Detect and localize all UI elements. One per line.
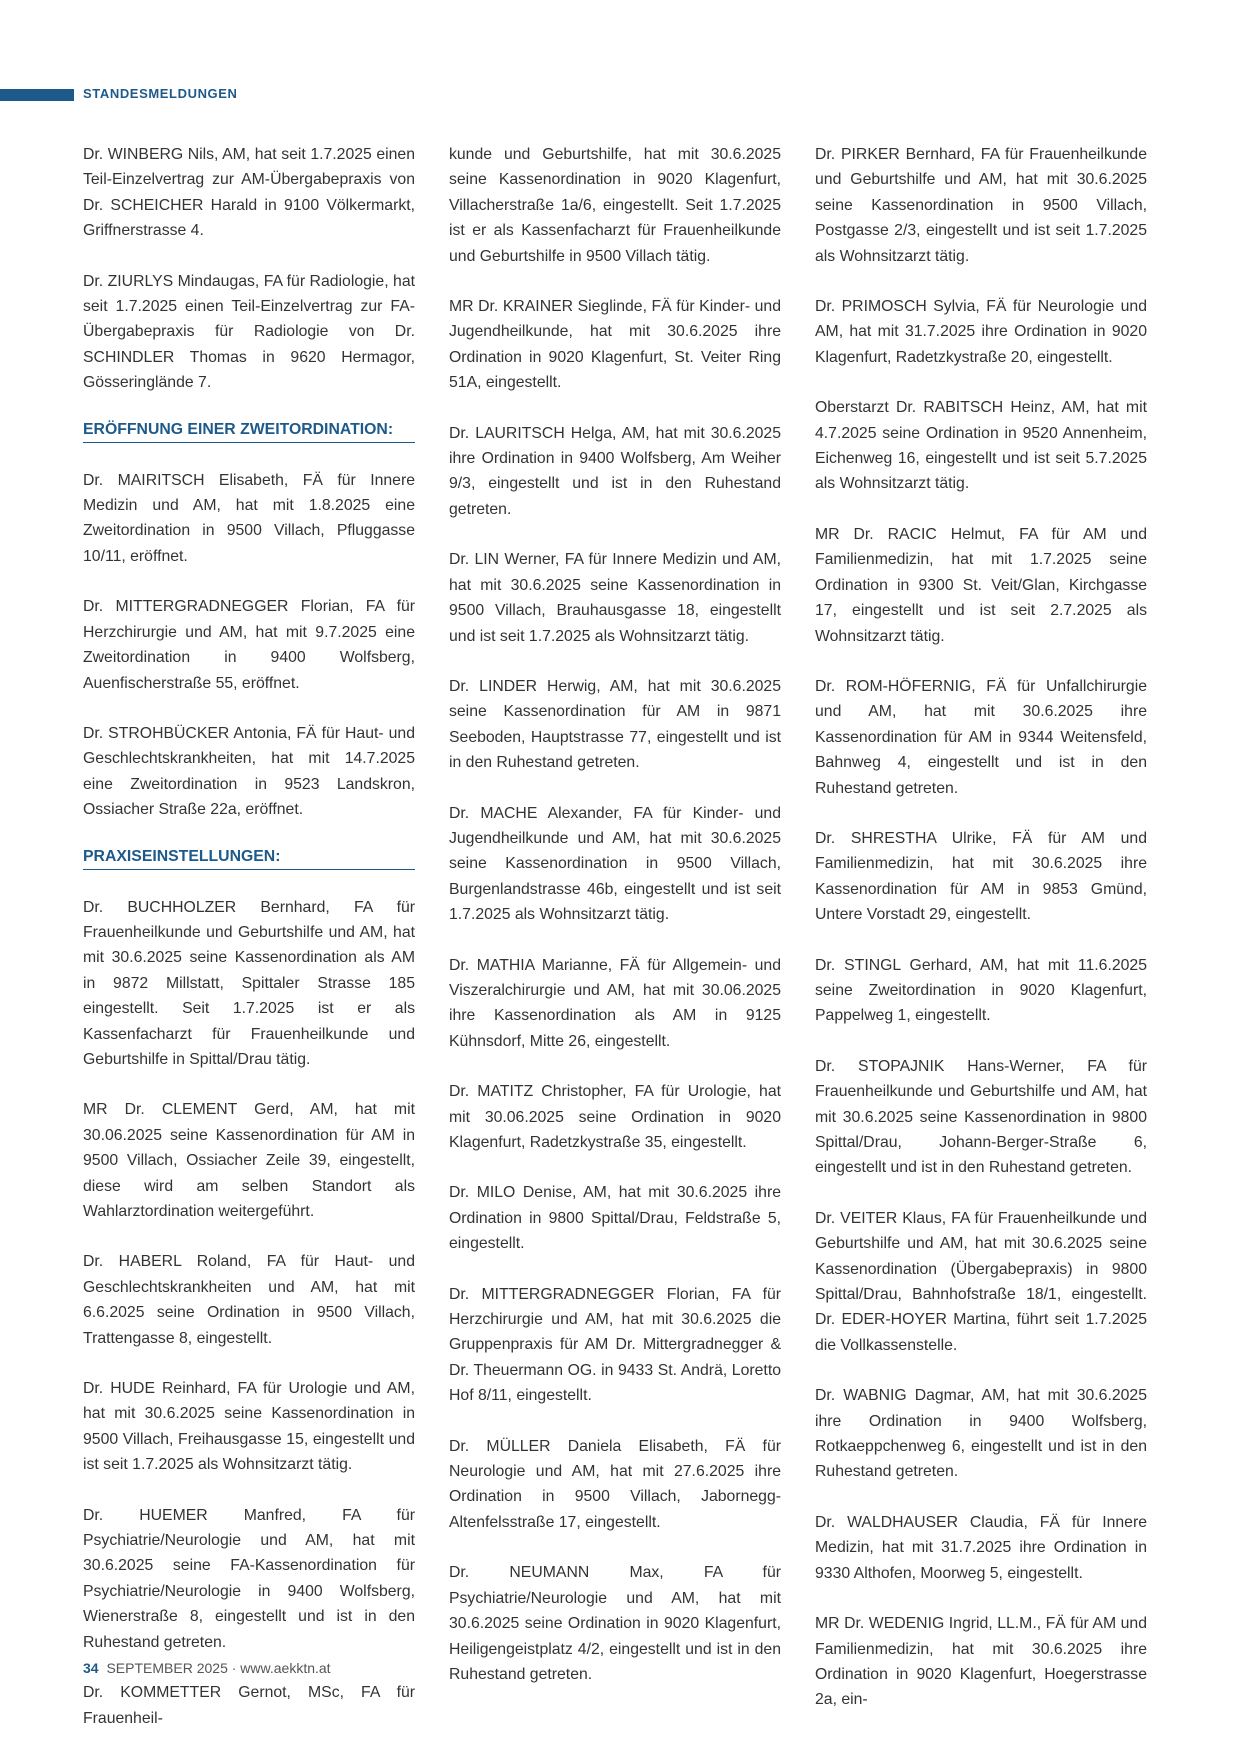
entry: Dr. LINDER Herwig, AM, hat mit 30.6.2025 seine Kassenordination für AM in 9871 Seeboden, Hauptstrasse 77, eingestellt und ist in den Ruhestand getreten.	[449, 677, 781, 772]
entry: Dr. MILO Denise, AM, hat mit 30.6.2025 ihre Ordination in 9800 Spittal/Drau, Feldstraße 5, eingestellt.	[449, 1184, 781, 1253]
entry: kunde und Geburtshilfe, hat mit 30.6.2025 seine Kassenordination in 9020 Klagenfurt, Villacherstraße 1a/6, eingestellt. Seit 1.7.2025 ist er als Kassenfacharzt für Frauenheilkunde und Geburtshilfe in 9500 Villach tätig.	[449, 146, 781, 265]
entry: Dr. PIRKER Bernhard, FA für Frauenheilkunde und Geburtshilfe und AM, hat mit 30.6.2025 seine Kassenordination in 9500 Villach, Postgasse 2/3, eingestellt und ist seit 1.7.2025 als Wohnsitzarzt tätig.	[815, 146, 1147, 265]
entry: MR Dr. WEDENIG Ingrid, LL.M., FÄ für AM und Familienmedizin, hat mit 30.6.2025 ihre Ordination in 9020 Klagenfurt, Hoegerstrasse 2a, ein-	[815, 1615, 1147, 1709]
entry: Dr. WALDHAUSER Claudia, FÄ für Innere Medizin, hat mit 31.7.2025 ihre Ordination in 9330 Althofen, Moorweg 5, eingestellt.	[815, 1513, 1147, 1582]
page-footer	[83, 1660, 331, 1676]
entry: MR Dr. KRAINER Sieglinde, FÄ für Kinder- und Jugendheilkunde, hat mit 30.6.2025 ihre Ordination in 9020 Klagenfurt, St. Veiter Ring 51A, eingestellt.	[449, 298, 781, 392]
entry: Dr. LIN Werner, FA für Innere Medizin und AM, hat mit 30.6.2025 seine Kassenordination in 9500 Villach, Brauhausgasse 18, eingestellt und ist seit 1.7.2025 als Wohnsitzarzt tätig.	[449, 551, 781, 645]
entry: Dr. ZIURLYS Mindaugas, FA für Radiologie, hat seit 1.7.2025 einen Teil-Einzelvertrag zur FA-Übergabepraxis für Radiologie von Dr. SCHINDLER Thomas in 9620 Hermagor, Gösseringlände 7.	[83, 272, 415, 392]
heading-zweitordination: ERÖFFNUNG EINER ZWEITORDINATION:	[83, 421, 415, 443]
entry: Dr. NEUMANN Max, FA für Psychiatrie/Neurologie und AM, hat mit 30.6.2025 seine Ordination in 9020 Klagenfurt, Heiligengeistplatz 4/2, eingestellt und ist in den Ruhestand getreten.	[449, 1564, 781, 1683]
entry: Dr. WABNIG Dagmar, AM, hat mit 30.6.2025 ihre Ordination in 9400 Wolfsberg, Rotkaeppchenweg 6, eingestellt und ist in den Ruhestand getreten.	[815, 1387, 1147, 1481]
entry: Dr. SHRESTHA Ulrike, FÄ für AM und Familienmedizin, hat mit 30.6.2025 ihre Kassenordination für AM in 9853 Gmünd, Untere Vorstadt 29, eingestellt.	[815, 829, 1147, 924]
column-1	[83, 142, 415, 1731]
entry: Dr. MACHE Alexander, FA für Kinder- und Jugendheilkunde und AM, hat mit 30.6.2025 seine Kassenordination in 9500 Villach, Burgenlandstrasse 46b, eingestellt und ist seit 1.7.2025 als Wohnsitzarzt tätig.	[449, 804, 781, 924]
entry: Dr. BUCHHOLZER Bernhard, FA für Frauenheilkunde und Geburtshilfe und AM, hat mit 30.6.2025 seine Kassenordination als AM in 9872 Millstatt, Spittaler Strasse 185 eingestellt. Seit 1.7.2025 ist er als Kassenfacharzt für Frauenheilkunde und Geburtshilfe in Spittal/Drau tätig.	[83, 898, 415, 1068]
entry: Dr. ROM-HÖFERNIG, FÄ für Unfallchirurgie und AM, hat mit 30.6.2025 ihre Kassenordination für AM in 9344 Weitensfeld, Bahnweg 4, eingestellt und ist in den Ruhestand getreten.	[815, 677, 1147, 797]
entry: MR Dr. CLEMENT Gerd, AM, hat mit 30.06.2025 seine Kassenordination für AM in 9500 Villach, Ossiacher Zeile 39, eingestellt, diese wird am selben Standort als Wahlarztordination weitergeführt.	[83, 1101, 415, 1220]
entry: Dr. MÜLLER Daniela Elisabeth, FÄ für Neurologie und AM, hat mit 27.6.2025 ihre Ordination in 9500 Villach, Jabornegg-Altenfelsstraße 17, eingestellt.	[449, 1437, 781, 1531]
entry: Dr. HUEMER Manfred, FA für Psychiatrie/Neurologie und AM, hat mit 30.6.2025 seine FA-Kassenordination für Psychiatrie/Neurologie in 9400 Wolfsberg, Wienerstraße 8, eingestellt und ist in den Ruhestand getreten.	[83, 1506, 415, 1651]
entry: Dr. HABERL Roland, FA für Haut- und Geschlechtskrankheiten und AM, hat mit 6.6.2025 seine Ordination in 9500 Villach, Trattengasse 8, eingestellt.	[83, 1253, 415, 1347]
section-label: STANDESMELDUNGEN	[83, 86, 238, 101]
entry: Dr. WINBERG Nils, AM, hat seit 1.7.2025 einen Teil-Einzelvertrag zur AM-Übergabepraxis von Dr. SCHEICHER Harald in 9100 Völkermarkt, Griffnerstrasse 4.	[83, 146, 415, 240]
page-number: 34	[83, 1660, 99, 1676]
entry: Dr. KOMMETTER Gernot, MSc, FA für Frauenheil-	[83, 1684, 415, 1727]
entry: Dr. STROHBÜCKER Antonia, FÄ für Haut- und Geschlechtskrankheiten, hat mit 14.7.2025 eine Zweitordination in 9523 Landskron, Ossiacher Straße 22a, eröffnet.	[83, 724, 415, 819]
column-2	[449, 142, 781, 1687]
entry: Dr. MAIRITSCH Elisabeth, FÄ für Innere Medizin und AM, hat mit 1.8.2025 eine Zweitordination in 9500 Villach, Pfluggasse 10/11, eröffnet.	[83, 471, 415, 565]
entry: Dr. MITTERGRADNEGGER Florian, FA für Herzchirurgie und AM, hat mit 30.6.2025 die Gruppenpraxis für AM Dr. Mittergradnegger & Dr. Theuermann OG. in 9433 St. Andrä, Loretto Hof 8/11, eingestellt.	[449, 1285, 781, 1405]
entry: MR Dr. RACIC Helmut, FA für AM und Familienmedizin, hat mit 1.7.2025 seine Ordination in 9300 St. Veit/Glan, Kirchgasse 17, eingestellt und ist seit 2.7.2025 als Wohnsitzarzt tätig.	[815, 525, 1147, 645]
issue-info: SEPTEMBER 2025 · www.aekktn.at	[106, 1660, 331, 1676]
entry: Dr. STINGL Gerhard, AM, hat mit 11.6.2025 seine Zweitordination in 9020 Klagenfurt, Pappelweg 1, eingestellt.	[815, 956, 1147, 1025]
heading-praxiseinstellungen: PRAXISEINSTELLUNGEN:	[83, 848, 415, 870]
entry: Dr. VEITER Klaus, FA für Frauenheilkunde und Geburtshilfe und AM, hat mit 30.6.2025 seine Kassenordination (Übergabepraxis) in 9800 Spittal/Drau, Bahnhofstraße 18/1, eingestellt. Dr. EDER-HOYER Martina, führt seit 1.7.2025 die Vollkassenstelle.	[815, 1209, 1147, 1354]
column-3	[815, 142, 1147, 1713]
entry: Dr. MATITZ Christopher, FA für Urologie, hat mit 30.06.2025 seine Ordination in 9020 Klagenfurt, Radetzkystraße 35, eingestellt.	[449, 1083, 781, 1151]
entry: Dr. MATHIA Marianne, FÄ für Allgemein- und Viszeralchirurgie und AM, hat mit 30.06.2025 ihre Kassenordination als AM in 9125 Kühnsdorf, Mitte 26, eingestellt.	[449, 956, 781, 1050]
section-color-bar	[0, 89, 74, 101]
entry: Dr. HUDE Reinhard, FA für Urologie und AM, hat mit 30.6.2025 seine Kassenordination in 9500 Villach, Freihausgasse 15, eingestellt und ist seit 1.7.2025 als Wohnsitzarzt tätig.	[83, 1380, 415, 1474]
entry: Dr. MITTERGRADNEGGER Florian, FA für Herzchirurgie und AM, hat mit 9.7.2025 eine Zweitordination in 9400 Wolfsberg, Auenfischerstraße 55, eröffnet.	[83, 598, 415, 692]
entry: Dr. PRIMOSCH Sylvia, FÄ für Neurologie und AM, hat mit 31.7.2025 ihre Ordination in 9020 Klagenfurt, Radetzkystraße 20, eingestellt.	[815, 298, 1147, 366]
entry: Dr. STOPAJNIK Hans-Werner, FA für Frauenheilkunde und Geburtshilfe und AM, hat mit 30.6.2025 seine Kassenordination in 9800 Spittal/Drau, Johann-Berger-Straße 6, eingestellt und ist in den Ruhestand getreten.	[815, 1057, 1147, 1177]
entry: Dr. LAURITSCH Helga, AM, hat mit 30.6.2025 ihre Ordination in 9400 Wolfsberg, Am Weiher 9/3, eingestellt und ist in den Ruhestand getreten.	[449, 424, 781, 518]
entry: Oberstarzt Dr. RABITSCH Heinz, AM, hat mit 4.7.2025 seine Ordination in 9520 Annenheim, Eichenweg 16, eingestellt und ist seit 5.7.2025 als Wohnsitzarzt tätig.	[815, 399, 1147, 493]
